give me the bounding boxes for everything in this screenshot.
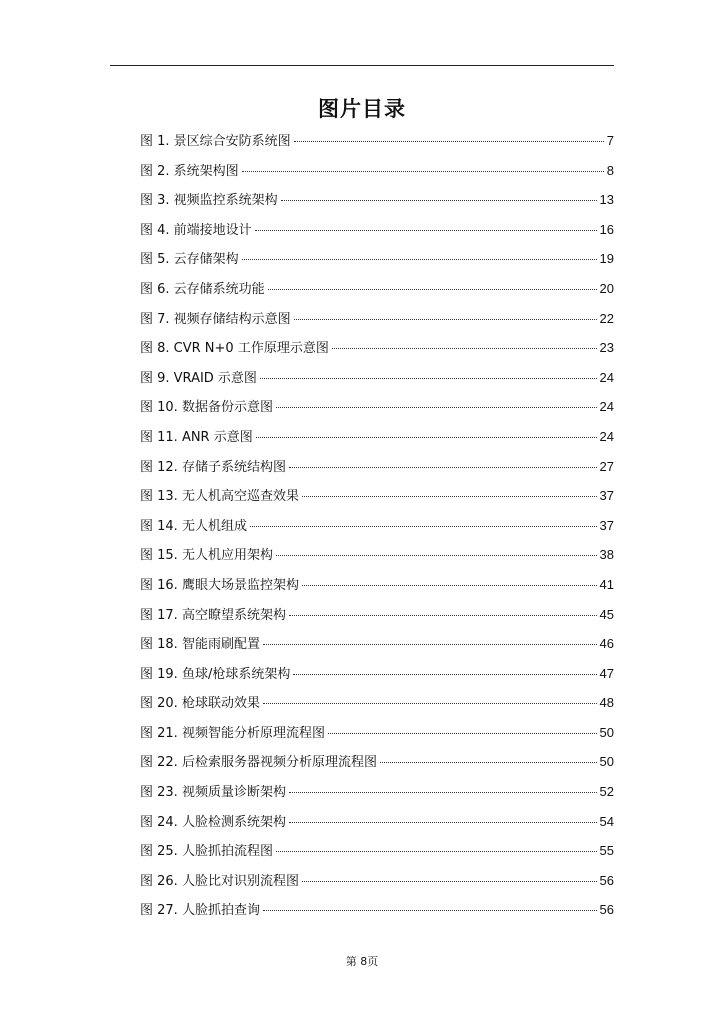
dot-leader	[276, 555, 597, 556]
toc-entry-label: 图 16. 鹰眼大场景监控架构	[140, 577, 299, 593]
toc-entry[interactable]	[140, 870, 614, 900]
header-rule	[110, 65, 614, 66]
toc-entry[interactable]	[140, 722, 614, 752]
toc-entry-page: 56	[599, 872, 614, 888]
toc-entry-label: 图 13. 无人机高空巡查效果	[140, 489, 299, 505]
dot-leader	[289, 792, 597, 793]
toc-entry-page: 55	[599, 843, 614, 859]
toc-entry-page: 27	[599, 458, 614, 474]
toc-entry-label: 图 2. 系统架构图	[140, 163, 239, 179]
toc-entry-page: 20	[599, 280, 614, 296]
toc-entry-page: 52	[599, 784, 614, 800]
dot-leader	[263, 910, 597, 911]
toc-entry-label: 图 27. 人脸抓拍查询	[140, 903, 260, 919]
dot-leader	[302, 496, 597, 497]
toc-entry[interactable]	[140, 604, 614, 634]
toc-entry-page: 38	[599, 547, 614, 563]
toc-entry[interactable]	[140, 396, 614, 426]
toc-entry-label: 图 7. 视频存储结构示意图	[140, 311, 291, 327]
toc-entry-label: 图 14. 无人机组成	[140, 518, 247, 534]
toc-entry[interactable]	[140, 633, 614, 663]
toc-entry-label: 图 20. 枪球联动效果	[140, 696, 260, 712]
dot-leader	[302, 881, 597, 882]
page-title: 图片目录	[318, 97, 406, 121]
toc-entry-page: 24	[599, 428, 614, 444]
toc-entry-label: 图 1. 景区综合安防系统图	[140, 134, 291, 149]
toc-entry[interactable]	[140, 485, 614, 515]
toc-entry-page: 7	[606, 133, 614, 148]
toc-entry[interactable]	[140, 248, 614, 278]
toc-entry-page: 24	[599, 369, 614, 385]
toc-entry-page: 23	[599, 340, 614, 356]
dot-leader	[380, 762, 597, 763]
dot-leader	[276, 851, 597, 852]
toc-entry-page: 41	[599, 576, 614, 592]
toc-entry[interactable]	[140, 130, 614, 160]
dot-leader	[255, 230, 597, 231]
dot-leader	[293, 674, 596, 675]
toc-entry-label: 图 26. 人脸比对识别流程图	[140, 873, 299, 889]
toc-entry[interactable]	[140, 899, 614, 929]
toc-entry-label: 图 3. 视频监控系统架构	[140, 193, 278, 209]
dot-leader	[294, 141, 604, 142]
dot-leader	[242, 259, 597, 260]
toc-entry[interactable]	[140, 189, 614, 219]
toc-entry[interactable]	[140, 840, 614, 870]
toc-entry[interactable]	[140, 544, 614, 574]
toc-entry-label: 图 17. 高空瞭望系统架构	[140, 607, 286, 623]
dot-leader	[289, 822, 597, 823]
toc-entry[interactable]	[140, 751, 614, 781]
toc-entry[interactable]	[140, 456, 614, 486]
toc-entry-page: 37	[599, 488, 614, 504]
dot-leader	[263, 703, 597, 704]
toc-entry-label: 图 21. 视频智能分析原理流程图	[140, 725, 325, 741]
dot-leader	[242, 171, 604, 172]
figure-list	[140, 130, 614, 929]
toc-entry[interactable]	[140, 278, 614, 308]
toc-entry[interactable]	[140, 692, 614, 722]
toc-entry-page: 13	[599, 192, 614, 208]
toc-entry-label: 图 23. 视频质量诊断架构	[140, 785, 286, 801]
toc-entry[interactable]	[140, 574, 614, 604]
dot-leader	[250, 526, 597, 527]
dot-leader	[289, 467, 597, 468]
toc-entry-label: 图 11. ANR 示意图	[140, 429, 253, 445]
toc-entry-label: 图 18. 智能雨刷配置	[140, 637, 260, 653]
toc-entry[interactable]	[140, 219, 614, 249]
toc-entry[interactable]	[140, 308, 614, 338]
toc-entry-page: 54	[599, 813, 614, 829]
toc-entry[interactable]	[140, 515, 614, 545]
toc-entry[interactable]	[140, 367, 614, 397]
dot-leader	[289, 615, 597, 616]
toc-entry-page: 19	[599, 251, 614, 267]
toc-entry[interactable]	[140, 426, 614, 456]
toc-entry-page: 22	[599, 310, 614, 326]
dot-leader	[302, 585, 597, 586]
toc-entry-page: 46	[599, 636, 614, 652]
toc-entry-label: 图 25. 人脸抓拍流程图	[140, 844, 273, 860]
toc-entry[interactable]	[140, 663, 614, 693]
toc-entry-page: 8	[606, 162, 614, 178]
toc-entry-page: 45	[599, 606, 614, 622]
toc-entry-page: 48	[599, 695, 614, 711]
toc-entry-label: 图 8. CVR N+0 工作原理示意图	[140, 341, 329, 357]
toc-entry[interactable]	[140, 781, 614, 811]
toc-entry-page: 16	[599, 221, 614, 237]
toc-entry-page: 50	[599, 724, 614, 740]
toc-entry-page: 50	[599, 754, 614, 770]
page-footer: 第 8页	[345, 955, 379, 968]
toc-entry-page: 24	[599, 399, 614, 415]
dot-leader	[256, 437, 597, 438]
dot-leader	[268, 289, 597, 290]
toc-entry-label: 图 19. 鱼球/枪球系统架构	[140, 666, 291, 682]
toc-entry-label: 图 9. VRAID 示意图	[140, 370, 257, 386]
toc-entry[interactable]	[140, 337, 614, 367]
toc-entry-label: 图 5. 云存储架构	[140, 252, 239, 268]
toc-entry-label: 图 12. 存储子系统结构图	[140, 459, 286, 475]
toc-entry-label: 图 24. 人脸检测系统架构	[140, 814, 286, 830]
dot-leader	[276, 407, 597, 408]
dot-leader	[328, 733, 597, 734]
toc-entry[interactable]	[140, 160, 614, 190]
toc-entry-label: 图 22. 后检索服务器视频分析原理流程图	[140, 755, 377, 771]
toc-entry[interactable]	[140, 811, 614, 841]
toc-entry-page: 37	[599, 517, 614, 533]
toc-entry-label: 图 6. 云存储系统功能	[140, 281, 265, 297]
toc-entry-page: 56	[599, 902, 614, 918]
dot-leader	[294, 319, 597, 320]
dot-leader	[281, 200, 597, 201]
dot-leader	[260, 378, 597, 379]
toc-entry-page: 47	[599, 665, 614, 681]
toc-entry-label: 图 10. 数据备份示意图	[140, 400, 273, 416]
dot-leader	[332, 348, 597, 349]
toc-entry-label: 图 15. 无人机应用架构	[140, 548, 273, 564]
toc-entry-label: 图 4. 前端接地设计	[140, 222, 252, 238]
dot-leader	[263, 644, 597, 645]
